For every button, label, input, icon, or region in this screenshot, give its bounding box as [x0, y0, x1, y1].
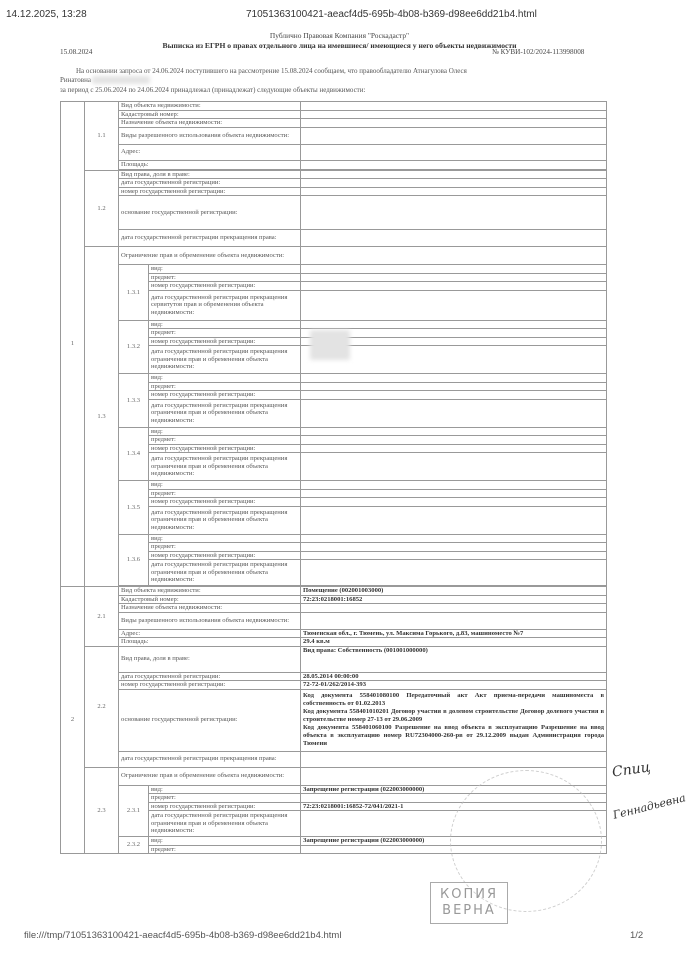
r135-reg-number-label: номер государственной регистрации:: [149, 498, 301, 507]
r134-kind-value: [301, 427, 607, 436]
r134-reg-number-label: номер государственной регистрации:: [149, 444, 301, 453]
r232-kind-value: Запрещение регистрации (022003000000): [301, 837, 607, 846]
signature-1: Спиц: [611, 759, 652, 781]
r131-kind-value: [301, 265, 607, 274]
obj2-reg-basis-label: основание государственной регистрации:: [119, 689, 301, 751]
obj2-reg-date-label: дата государственной регистрации:: [119, 672, 301, 681]
obj2-reg-date-value: 28.05.2014 00:00:00: [301, 672, 607, 681]
rights-table: [60, 101, 607, 854]
r135-subject-label: предмет:: [149, 489, 301, 498]
obj1-address-label: Адрес:: [119, 144, 301, 160]
obj2-permitted-use-label: Виды разрешенного использования объекта недвижимости:: [119, 612, 301, 629]
obj1-permitted-use-value: [301, 127, 607, 144]
restriction-1-3-1: 1.3.1: [119, 265, 149, 321]
r131-subject-value: [301, 273, 607, 282]
obj1-area-value: [301, 160, 607, 169]
obj1-reg-basis-value: [301, 196, 607, 230]
obj1-reg-basis-label: основание государственной регистрации:: [119, 196, 301, 230]
r135-end-date-label: дата государственной регистрации прекращения ограничения прав и обременения объекта недвижимости:: [149, 506, 301, 534]
object-1-number: 1: [61, 102, 85, 587]
r133-subject-value: [301, 382, 607, 391]
obj1-reg-number-value: [301, 187, 607, 196]
obj1-reg-number-label: номер государственной регистрации:: [119, 187, 301, 196]
obj1-reg-end-label: дата государственной регистрации прекращения права:: [119, 230, 301, 247]
redacted-object-1-data: [310, 330, 350, 360]
obj2-cadastral-label: Кадастровый номер:: [119, 595, 301, 604]
r231-end-date-label: дата государственной регистрации прекращения ограничения прав и обременения объекта недвижимости:: [149, 811, 301, 837]
obj2-reg-end-label: дата государственной регистрации прекращения права:: [119, 751, 301, 767]
r132-reg-number-label: номер государственной регистрации:: [149, 337, 301, 346]
r136-kind-value: [301, 534, 607, 543]
r136-subject-value: [301, 543, 607, 552]
obj2-reg-number-value: 72-72-01/262/2014-393: [301, 681, 607, 690]
obj2-address-value: Тюменская обл., г. Тюмень, ул. Максима Горького, д.83, машиноместо №7: [301, 629, 607, 638]
obj1-purpose-label: Назначение объекта недвижимости:: [119, 119, 301, 128]
object-2-section-1: 2.1: [85, 587, 119, 647]
restriction-1-3-2: 1.3.2: [119, 320, 149, 374]
document-date: 15.08.2024: [60, 48, 93, 56]
r132-kind-value: [301, 320, 607, 329]
intro-line-1: На основании запроса от 24.06.2024 поступившего на рассмотрение 15.08.2024 сообщаем, что правообладателю Атнагулова Олеся: [76, 67, 467, 75]
obj2-area-value: 29.4 кв.м: [301, 638, 607, 647]
r135-end-date-value: [301, 506, 607, 534]
obj2-reg-basis-value: [301, 689, 607, 751]
obj2-reg-end-value: [301, 751, 607, 767]
obj1-reg-date-value: [301, 179, 607, 188]
r136-kind-label: вид:: [149, 534, 301, 543]
obj1-type-value: [301, 102, 607, 111]
document-number: № КУВИ-102/2024-113998008: [492, 48, 585, 56]
r133-reg-number-label: номер государственной регистрации:: [149, 391, 301, 400]
obj1-cadastral-value: [301, 110, 607, 119]
restriction-2-3-2: 2.3.2: [119, 837, 149, 854]
r133-end-date-value: [301, 399, 607, 427]
obj2-area-label: Площадь:: [119, 638, 301, 647]
r131-kind-label: вид:: [149, 265, 301, 274]
r136-reg-number-value: [301, 551, 607, 560]
obj2-type-label: Вид объекта недвижимости:: [119, 587, 301, 596]
obj1-reg-date-label: дата государственной регистрации:: [119, 179, 301, 188]
object-1-section-2: 1.2: [85, 170, 119, 247]
r133-end-date-label: дата государственной регистрации прекращения ограничения прав и обременения объекта недвижимости:: [149, 399, 301, 427]
object-2-section-3: 2.3: [85, 767, 119, 854]
r133-subject-label: предмет:: [149, 382, 301, 391]
restriction-1-3-6: 1.3.6: [119, 534, 149, 586]
document-title: Выписка из ЕГРН о правах отдельного лица на имевшиеся/ имеющиеся у него объекты недвижимости: [162, 41, 517, 50]
basis-doc-1: Код документа 558401080100 Передаточный акт Акт приема-передачи машиноместа в собственность от 01.02.2013: [303, 692, 605, 707]
signature-2: Геннадьевна: [611, 791, 687, 822]
r134-end-date-label: дата государственной регистрации прекращения ограничения прав и обременения объекта недвижимости:: [149, 453, 301, 481]
obj2-right-type-label: Вид права, доля в праве:: [119, 646, 301, 672]
print-file-title: 71051363100421-aeacf4d5-695b-4b08-b369-d98ee6dd21b4.html: [246, 9, 537, 20]
restriction-2-3-1: 2.3.1: [119, 785, 149, 837]
r231-subject-label: предмет:: [149, 794, 301, 803]
r135-reg-number-value: [301, 498, 607, 507]
r135-kind-label: вид:: [149, 481, 301, 490]
obj1-right-type-label: Вид права, доля в праве:: [119, 170, 301, 179]
r135-kind-value: [301, 481, 607, 490]
r135-subject-value: [301, 489, 607, 498]
obj2-type-value: Помещение (002001003000): [301, 587, 607, 596]
object-2-section-2: 2.2: [85, 646, 119, 767]
intro-line-3: за период с 25.06.2024 по 24.06.2024 принадлежал (принадлежат) следующие объекты недвижимости:: [60, 86, 366, 94]
r132-kind-label: вид:: [149, 320, 301, 329]
r131-end-date-label: дата государственной регистрации прекращения сервитутов прав и обременения объекта недвижимости:: [149, 290, 301, 320]
obj1-restrictions-label: Ограничение прав и обременение объекта недвижимости:: [119, 247, 301, 265]
r231-reg-number-value: 72:23:0218001:16852-72/041/2021-1: [301, 802, 607, 811]
obj2-purpose-value: [301, 604, 607, 613]
obj1-right-type-value: [301, 170, 607, 179]
object-2-number: 2: [61, 587, 85, 854]
r134-reg-number-value: [301, 444, 607, 453]
obj1-address-value: [301, 144, 607, 160]
object-1-section-1: 1.1: [85, 102, 119, 171]
copy-stamp-line-2: ВЕРНА: [442, 903, 496, 918]
restriction-1-3-3: 1.3.3: [119, 374, 149, 428]
r136-reg-number-label: номер государственной регистрации:: [149, 551, 301, 560]
obj2-right-type-value: Вид права: Собственность (001001000000): [301, 646, 607, 672]
r134-kind-label: вид:: [149, 427, 301, 436]
obj1-restrictions-value: [301, 247, 607, 265]
copy-stamp-line-1: КОПИЯ: [440, 887, 498, 902]
object-1-section-3: 1.3: [85, 247, 119, 587]
obj1-purpose-value: [301, 119, 607, 128]
r133-kind-label: вид:: [149, 374, 301, 383]
r232-subject-label: предмет:: [149, 845, 301, 854]
r136-end-date-label: дата государственной регистрации прекращения ограничения прав и обременения объекта недвижимости:: [149, 560, 301, 586]
obj1-cadastral-label: Кадастровый номер:: [119, 110, 301, 119]
r231-kind-label: вид:: [149, 785, 301, 794]
r136-end-date-value: [301, 560, 607, 586]
obj2-purpose-label: Назначение объекта недвижимости:: [119, 604, 301, 613]
r232-kind-label: вид:: [149, 837, 301, 846]
basis-doc-2: Код документа 558401010201 Договор участия в долевом строительстве Договор долевого участия в строительстве номер 27-13 от 29.06.2009: [303, 708, 605, 723]
r131-subject-label: предмет:: [149, 273, 301, 282]
r132-end-date-label: дата государственной регистрации прекращения ограничения прав и обременения объекта недвижимости:: [149, 346, 301, 374]
obj2-cadastral-value: 72:23:0218001:16852: [301, 595, 607, 604]
r134-subject-value: [301, 436, 607, 445]
copy-verified-stamp: [430, 882, 508, 924]
r231-kind-value: Запрещение регистрации (022003000000): [301, 785, 607, 794]
restriction-1-3-5: 1.3.5: [119, 481, 149, 535]
r131-end-date-value: [301, 290, 607, 320]
r131-reg-number-value: [301, 282, 607, 291]
obj2-address-label: Адрес:: [119, 629, 301, 638]
obj1-permitted-use-label: Виды разрешенного использования объекта недвижимости:: [119, 127, 301, 144]
r133-kind-value: [301, 374, 607, 383]
r231-reg-number-label: номер государственной регистрации:: [149, 802, 301, 811]
r133-reg-number-value: [301, 391, 607, 400]
intro-line-2: Ринатовна: [60, 76, 91, 84]
restriction-1-3-4: 1.3.4: [119, 427, 149, 481]
print-date: 14.12.2025, 13:28: [6, 9, 87, 20]
r132-subject-label: предмет:: [149, 329, 301, 338]
print-page-number: 1/2: [630, 930, 644, 941]
r131-reg-number-label: номер государственной регистрации:: [149, 282, 301, 291]
print-url: file:///tmp/71051363100421-aeacf4d5-695b-4b08-b369-d98ee6dd21b4.html: [24, 930, 342, 941]
organization-name: Публично Правовая Компания "Роскадастр": [269, 31, 410, 40]
obj1-type-label: Вид объекта недвижимости:: [119, 102, 301, 111]
r136-subject-label: предмет:: [149, 543, 301, 552]
r134-end-date-value: [301, 453, 607, 481]
obj2-reg-number-label: номер государственной регистрации:: [119, 681, 301, 690]
obj2-permitted-use-value: [301, 612, 607, 629]
obj2-restrictions-label: Ограничение прав и обременение объекта недвижимости:: [119, 767, 301, 785]
r134-subject-label: предмет:: [149, 436, 301, 445]
obj1-area-label: Площадь:: [119, 160, 301, 169]
obj1-reg-end-value: [301, 230, 607, 247]
redacted-area: [92, 76, 150, 84]
basis-doc-3: Код документа 558401060100 Разрешение на ввод объекта в эксплуатацию Разрешение на ввод объекта в эксплуатацию номер RU72304000-260-рв от 29.12.2009 выдан Администрация города Тюмени: [303, 724, 605, 747]
